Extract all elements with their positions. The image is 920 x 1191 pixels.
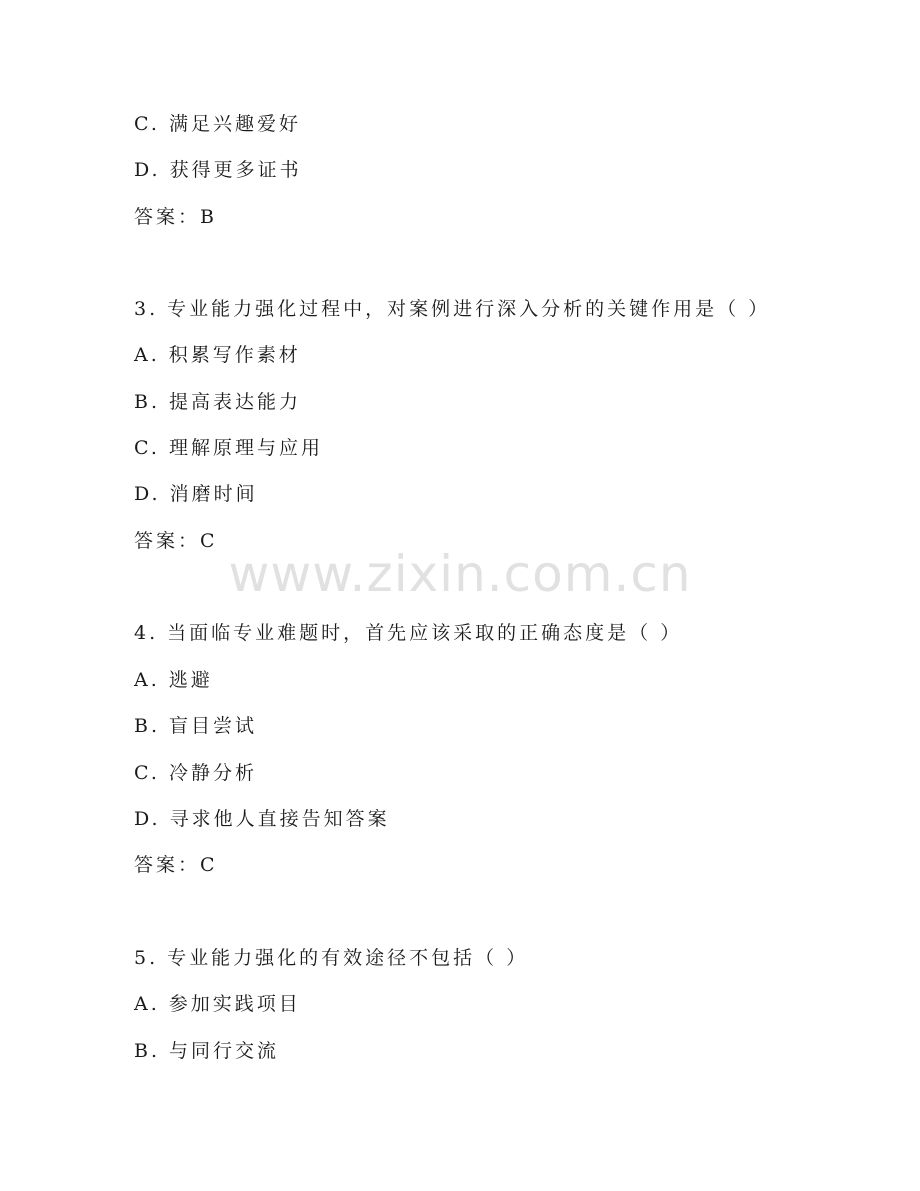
watermark: www.zixin.com.cn bbox=[228, 545, 692, 603]
option-a-q3: A. 积累写作素材 bbox=[134, 344, 301, 366]
question-4: 4. 当面临专业难题时，首先应该采取的正确态度是（ ） bbox=[134, 622, 683, 644]
option-b-q5: B. 与同行交流 bbox=[134, 1040, 280, 1062]
option-b-q4: B. 盲目尝试 bbox=[134, 715, 258, 737]
option-d-q2: D. 获得更多证书 bbox=[134, 159, 302, 181]
option-c-q2: C. 满足兴趣爱好 bbox=[134, 113, 301, 135]
answer-q3: 答案：C bbox=[134, 530, 218, 552]
answer-q4: 答案：C bbox=[134, 854, 218, 876]
question-3: 3. 专业能力强化过程中，对案例进行深入分析的关键作用是（ ） bbox=[134, 298, 771, 320]
option-c-q3: C. 理解原理与应用 bbox=[134, 437, 323, 459]
answer-q2: 答案：B bbox=[134, 206, 217, 228]
question-5: 5. 专业能力强化的有效途径不包括（ ） bbox=[134, 947, 529, 969]
option-b-q3: B. 提高表达能力 bbox=[134, 391, 302, 413]
option-a-q5: A. 参加实践项目 bbox=[134, 993, 301, 1015]
option-c-q4: C. 冷静分析 bbox=[134, 762, 257, 784]
option-d-q4: D. 寻求他人直接告知答案 bbox=[134, 808, 390, 830]
option-d-q3: D. 消磨时间 bbox=[134, 483, 258, 505]
option-a-q4: A. 逃避 bbox=[134, 669, 213, 691]
